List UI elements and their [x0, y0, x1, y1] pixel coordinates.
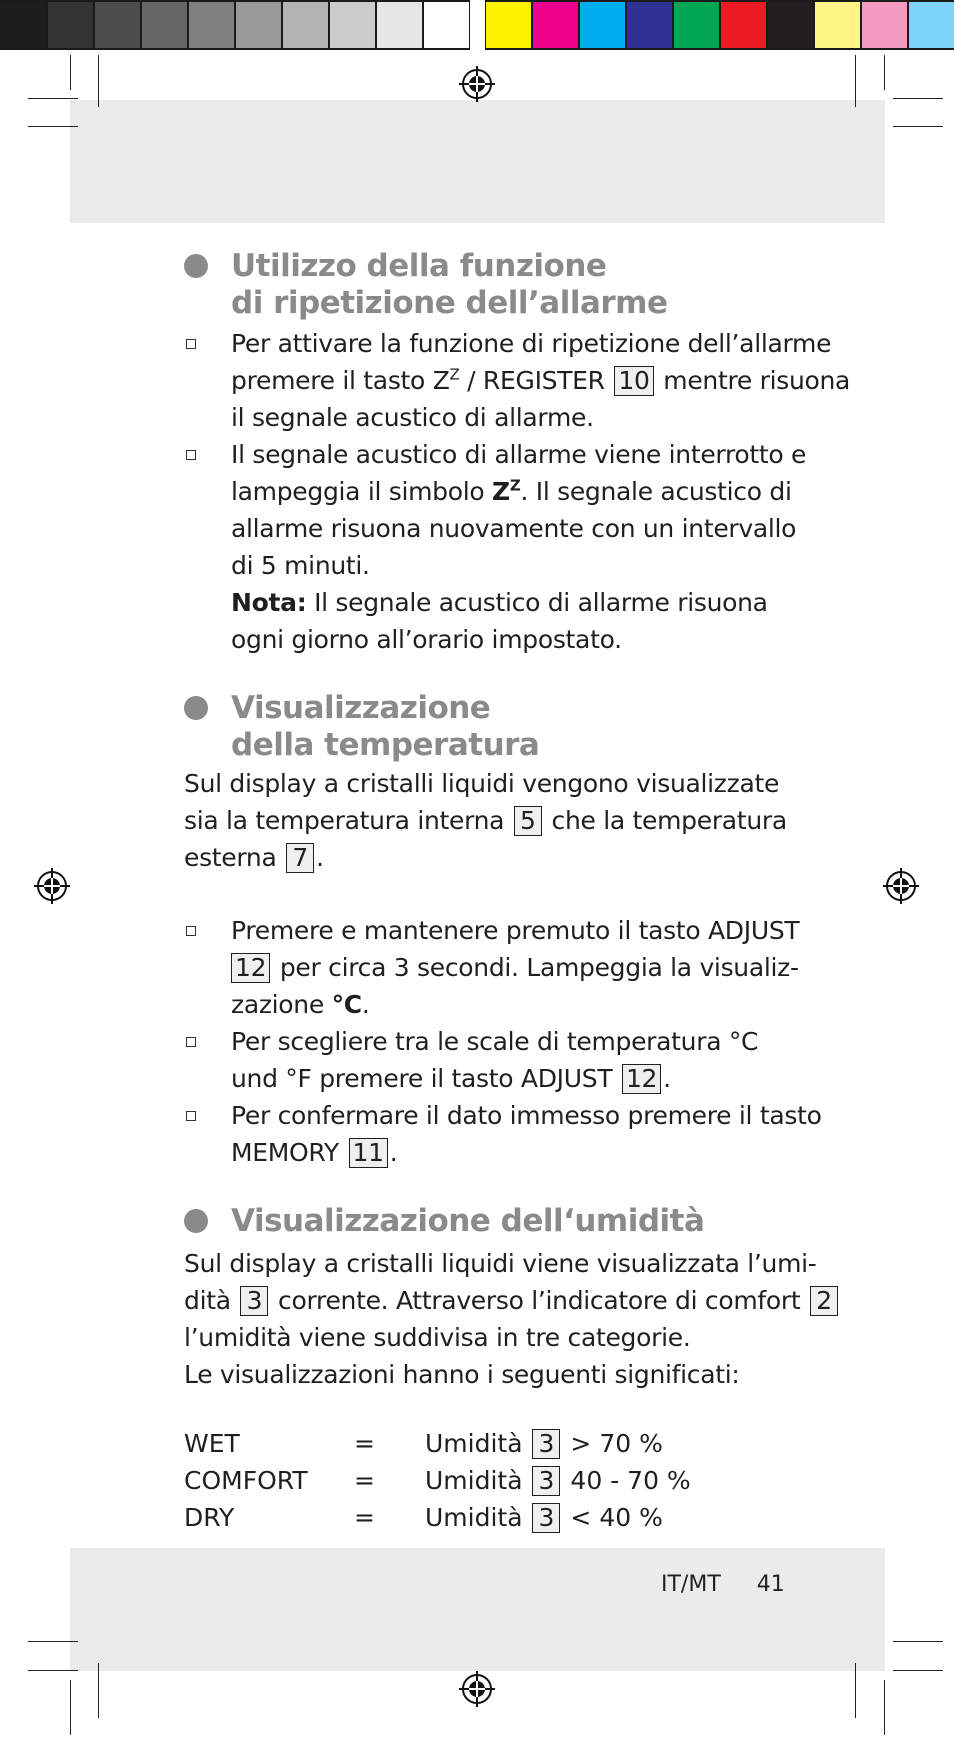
page-number: 41	[756, 1572, 785, 1597]
checkbox-bullet-icon	[186, 926, 196, 936]
crop-mark	[893, 126, 943, 127]
crop-mark	[28, 1641, 78, 1642]
gray-swatch	[94, 0, 141, 50]
gray-swatch	[47, 0, 94, 50]
registration-mark-icon	[33, 867, 71, 905]
gray-swatch	[0, 0, 47, 50]
table-cell: DRY	[184, 1503, 235, 1532]
checkbox-bullet-icon	[186, 450, 196, 460]
note-label: Nota:	[231, 588, 307, 617]
gray-swatch	[188, 0, 235, 50]
color-swatch	[579, 0, 626, 50]
color-swatch	[861, 0, 908, 50]
text-line: Sul display a cristalli liquidi viene visualizzata l’umi-	[184, 1249, 817, 1278]
text-line: allarme risuona nuovamente con un intervallo	[231, 514, 797, 543]
table-cell: Umidità 3 < 40 %	[425, 1503, 663, 1532]
text-line: lampeggia il simbolo $Z^Z$. Il segnale acustico di	[231, 476, 792, 506]
color-swatch	[814, 0, 861, 50]
table-cell: COMFORT	[184, 1466, 308, 1495]
crop-mark	[893, 1641, 943, 1642]
color-swatch	[673, 0, 720, 50]
text-line: zazione °C.	[231, 990, 370, 1019]
gray-swatch	[141, 0, 188, 50]
table-cell: WET	[184, 1429, 240, 1458]
part-reference-12: 12	[622, 1064, 661, 1094]
text-line: und °F premere il tasto ADJUST 12 .	[231, 1064, 671, 1093]
text-line: Per attivare la funzione di ripetizione dell’allarme	[231, 329, 832, 358]
text-line: Le visualizzazioni hanno i seguenti significati:	[184, 1360, 740, 1389]
registration-mark-icon	[458, 1670, 496, 1708]
gray-swatch	[423, 0, 470, 50]
crop-mark	[28, 98, 78, 99]
table-cell: =	[354, 1429, 375, 1458]
humidity-table	[184, 1425, 784, 1536]
color-swatch	[908, 0, 954, 50]
gray-swatch	[329, 0, 376, 50]
table-cell: Umidità 3 > 70 %	[425, 1429, 663, 1458]
part-reference-5: 5	[514, 806, 542, 836]
table-row	[184, 1425, 784, 1462]
color-swatch	[626, 0, 673, 50]
header-band	[70, 100, 885, 223]
part-reference-12: 12	[231, 953, 270, 983]
crop-mark	[893, 98, 943, 99]
text-line: esterna 7 .	[184, 843, 324, 872]
part-reference-3: 3	[240, 1286, 268, 1316]
heading-bullet-icon	[184, 696, 208, 720]
grayscale-calibration-bar	[0, 0, 470, 50]
crop-mark	[28, 126, 78, 127]
heading-bullet-icon	[184, 254, 208, 278]
table-cell: =	[354, 1466, 375, 1495]
paragraph	[184, 765, 787, 876]
text-line: 12 per circa 3 secondi. Lampeggia la visualiz-	[231, 949, 791, 986]
text-line: MEMORY 11 .	[231, 1138, 398, 1167]
heading-line: Utilizzo della funzione	[231, 248, 607, 284]
crop-mark	[98, 55, 99, 107]
text-line: premere il tasto $Z^Z$ / REGISTER 10 mentre risuona	[231, 365, 851, 395]
part-reference-3: 3	[532, 1466, 560, 1496]
table-cell: =	[354, 1503, 375, 1532]
heading-line: di ripetizione dell’allarme	[231, 285, 668, 321]
color-swatch	[532, 0, 579, 50]
text-line: l’umidità viene suddivisa in tre categorie.	[184, 1323, 691, 1352]
registration-mark-icon	[458, 65, 496, 103]
text-line: dità 3 corrente. Attraverso l’indicatore di comfort 2	[184, 1282, 774, 1319]
crop-mark	[884, 1680, 885, 1735]
crop-mark	[98, 1663, 99, 1718]
crop-mark	[855, 1663, 856, 1718]
checkbox-bullet-icon	[186, 1037, 196, 1047]
crop-mark	[28, 1670, 78, 1671]
heading-line: della temperatura	[231, 727, 540, 763]
snooze-symbol: $Z^Z$	[492, 476, 521, 506]
table-cell: Umidità 3 40 - 70 %	[425, 1466, 691, 1495]
text-line: ogni giorno all’orario impostato.	[231, 625, 622, 654]
part-reference-7: 7	[286, 843, 314, 873]
checkbox-bullet-icon	[186, 1111, 196, 1121]
language-code: IT/MT	[661, 1572, 721, 1597]
crop-mark	[855, 55, 856, 107]
gray-swatch	[235, 0, 282, 50]
text-line: Premere e mantenere premuto il tasto ADJUST	[231, 916, 800, 945]
text-line: Sul display a cristalli liquidi vengono visualizzate	[184, 769, 780, 798]
crop-mark	[70, 55, 71, 90]
color-swatch	[720, 0, 767, 50]
celsius-symbol: °C	[331, 990, 362, 1019]
crop-mark	[884, 55, 885, 90]
heading-line: Visualizzazione dell‘umidità	[231, 1203, 705, 1239]
text-line: il segnale acustico di allarme.	[231, 403, 594, 432]
gray-swatch	[376, 0, 423, 50]
color-calibration-bar	[485, 0, 954, 50]
crop-mark	[893, 1670, 943, 1671]
text-line: sia la temperatura interna 5 che la temperatura	[184, 806, 787, 835]
part-reference-3: 3	[532, 1503, 560, 1533]
color-swatch	[485, 0, 532, 50]
registration-mark-icon	[882, 867, 920, 905]
color-swatch	[767, 0, 814, 50]
text-line: Per scegliere tra le scale di temperatura °C	[231, 1027, 759, 1056]
footer-band	[70, 1548, 885, 1671]
heading-bullet-icon	[184, 1209, 208, 1233]
checkbox-bullet-icon	[186, 339, 196, 349]
text-line: Per confermare il dato immesso premere il tasto	[231, 1101, 822, 1130]
part-reference-11: 11	[349, 1138, 388, 1168]
crop-mark	[70, 1680, 71, 1735]
part-reference-10: 10	[614, 366, 653, 396]
page-footer	[661, 1572, 785, 1597]
paragraph	[184, 1245, 832, 1393]
table-row	[184, 1462, 784, 1499]
table-row	[184, 1499, 784, 1536]
note-line: Nota: Il segnale acustico di allarme risuona	[231, 588, 768, 617]
heading-line: Visualizzazione	[231, 690, 491, 726]
part-reference-2: 2	[810, 1286, 838, 1316]
text-line: Il segnale acustico di allarme viene interrotto e	[231, 440, 807, 469]
gray-swatch	[282, 0, 329, 50]
text-line: di 5 minuti.	[231, 551, 370, 580]
part-reference-3: 3	[532, 1429, 560, 1459]
